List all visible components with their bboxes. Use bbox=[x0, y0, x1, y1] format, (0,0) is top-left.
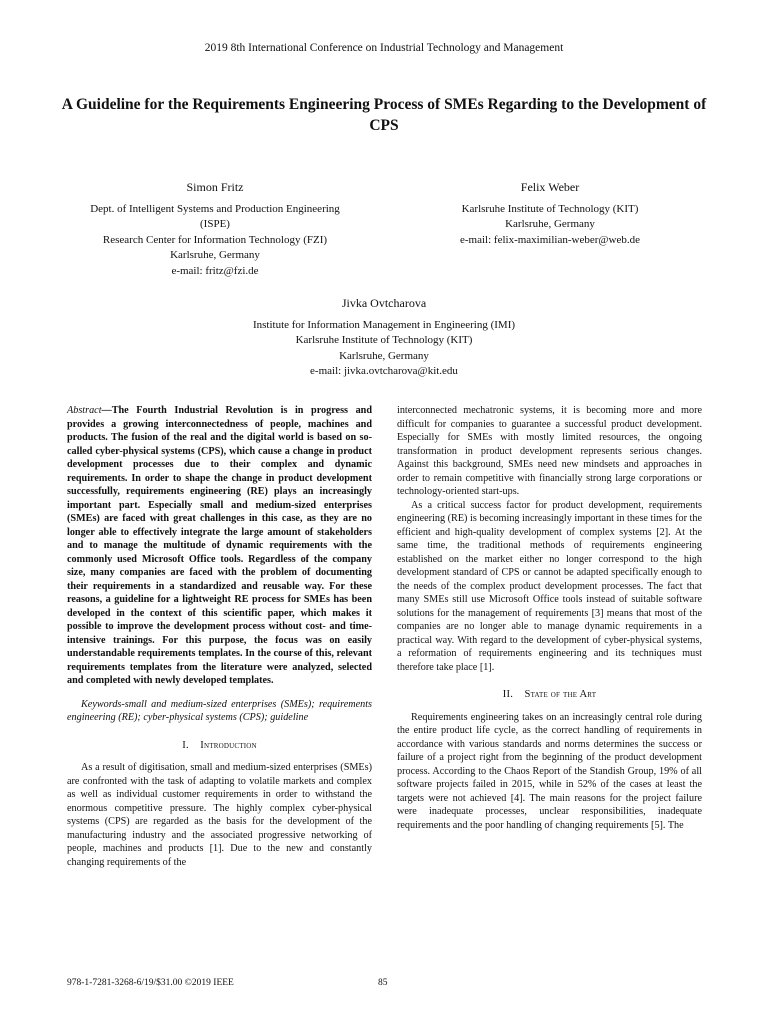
author-location: Karlsruhe, Germany bbox=[170, 249, 260, 262]
author-email: e-mail: felix-maximilian-weber@web.de bbox=[460, 233, 640, 246]
author-location: Karlsruhe, Germany bbox=[339, 349, 429, 362]
footer-copyright: 978-1-7281-3268-6/19/$31.00 ©2019 IEEE bbox=[67, 978, 234, 988]
author-affiliation: (ISPE) bbox=[200, 218, 230, 231]
author-block-2 bbox=[390, 180, 710, 248]
author-affiliation: Institute for Information Management in Engineering (IMI) bbox=[252, 318, 516, 331]
author-block-3 bbox=[160, 296, 608, 380]
section-title: Introduction bbox=[200, 739, 257, 751]
section-heading-introduction bbox=[67, 739, 372, 753]
author-name: Felix Weber bbox=[520, 180, 580, 194]
body-paragraph: Requirements engineering takes on an increasingly central role during the entire product life cycle, as the correct handling of requirements in accordance with various standards and norms determines the success or failure of a project right from the beginning of the product development process. According to the Chaos Report of the Standish Group, 19% of all software projects failed in 2015, while in 52% of the cases at least the targets were not achieved [4]. The main reasons for the project failure were inadequate processes, unclear responsibilities, inadequate requirements and the poor handling of changing requirements [5]. The bbox=[397, 711, 702, 831]
left-column bbox=[67, 404, 372, 869]
author-affiliation: Karlsruhe Institute of Technology (KIT) bbox=[461, 202, 639, 215]
abstract-text: —The Fourth Industrial Revolution is in progress and provides a growing interconnectedness of people, machines and products. The fusion of the real and the digital world is based on so-called cyber-physical systems (CPS), which cause a change in product development processes due to their complex and dynamic requirements. In order to shape the change in product development successfully, requirements engineering (RE) plays an increasingly important part. Especially small and medium-sized enterprises (SMEs) are faced with great challenges in this case, as they are no longer able to effectively integrate the large amount of stakeholders and to manage the multitude of dynamic requirements with the commonly used Microsoft Office tools. Regardless of the company size, many companies are faced with the problem of documenting their requirements in a standardized and reusable way. For these reasons, a guideline for a lightweight RE process for SMEs has been developed in the context of this scientific paper, which makes it possible to improve the development process without cost- and time-intensive trainings. For this purpose, the focus was on easily understandable requirements templates. In the course of this, relevant requirements templates from the literature were analyzed, selected and completed with newly developed templates. bbox=[67, 405, 372, 686]
author-email: e-mail: fritz@fzi.de bbox=[171, 264, 259, 277]
author-affiliation: Karlsruhe Institute of Technology (KIT) bbox=[295, 334, 473, 347]
author-block-1 bbox=[60, 180, 370, 280]
author-email: e-mail: jivka.ovtcharova@kit.edu bbox=[310, 365, 458, 378]
paper-title: A Guideline for the Requirements Engineering Process of SMEs Regarding to the Development of CPS bbox=[61, 96, 707, 134]
author-name: Simon Fritz bbox=[186, 180, 244, 194]
abstract bbox=[67, 404, 372, 688]
conference-header: 2019 8th International Conference on Industrial Technology and Management bbox=[204, 42, 564, 54]
page-number: 85 bbox=[378, 978, 388, 988]
section-number: II. bbox=[502, 689, 514, 700]
right-column bbox=[397, 404, 702, 832]
section-heading-state-of-the-art bbox=[397, 688, 702, 702]
section-title: State of the Art bbox=[524, 689, 597, 700]
section-number: I. bbox=[182, 739, 189, 751]
author-affiliation: Dept. of Intelligent Systems and Production Engineering bbox=[90, 202, 340, 215]
author-location: Karlsruhe, Germany bbox=[505, 218, 595, 231]
keywords: Keywords-small and medium-sized enterprises (SMEs); requirements engineering (RE); cyber-physical systems (CPS); guideline bbox=[67, 698, 372, 723]
abstract-label: Abstract bbox=[67, 405, 102, 416]
intro-paragraph: As a result of digitisation, small and medium-sized enterprises (SMEs) are confronted with the task of adapting to volatile markets and complex as well as individual customer requirements in order to withstand the enormous competitive pressure. The highly complex cyber-physical systems (CPS) are regarded as the basis for the development of the manufacturing industry and the associated progressive networking of people, machines and products [1]. Due to the new and constantly changing requirements of the bbox=[67, 762, 372, 868]
author-affiliation: Research Center for Information Technology (FZI) bbox=[102, 233, 328, 246]
author-name: Jivka Ovtcharova bbox=[341, 296, 427, 310]
body-paragraph: As a critical success factor for product development, requirements engineering (RE) is becoming increasingly important in these times for the efficient and high-quality development of complex systems [2]. At the same time, the traditional methods of requirements engineering established on the market either no longer correspond to the high development standard of CPS or cannot be adapted specifically enough to the needs of the complex product development processes. The fact that many SMEs still use Microsoft Office tools instead of suitable software solutions for the management of requirements [3] means that most of the companies are no longer able to manage dynamic requirements in a practical way. With regard to the development of cyber-physical systems, a reformation of requirements engineering and its techniques must therefore take place [1]. bbox=[397, 499, 702, 673]
body-paragraph: interconnected mechatronic systems, it is becoming more and more difficult for companies to guarantee a successful product development. Especially for SMEs with mostly limited resources, the ongoing transformation in product development represents serious changes. Against this background, SMEs need new mindsets and approaches in order to remain competitive with financially strong large corporations or technology-oriented start-ups. bbox=[397, 405, 702, 497]
